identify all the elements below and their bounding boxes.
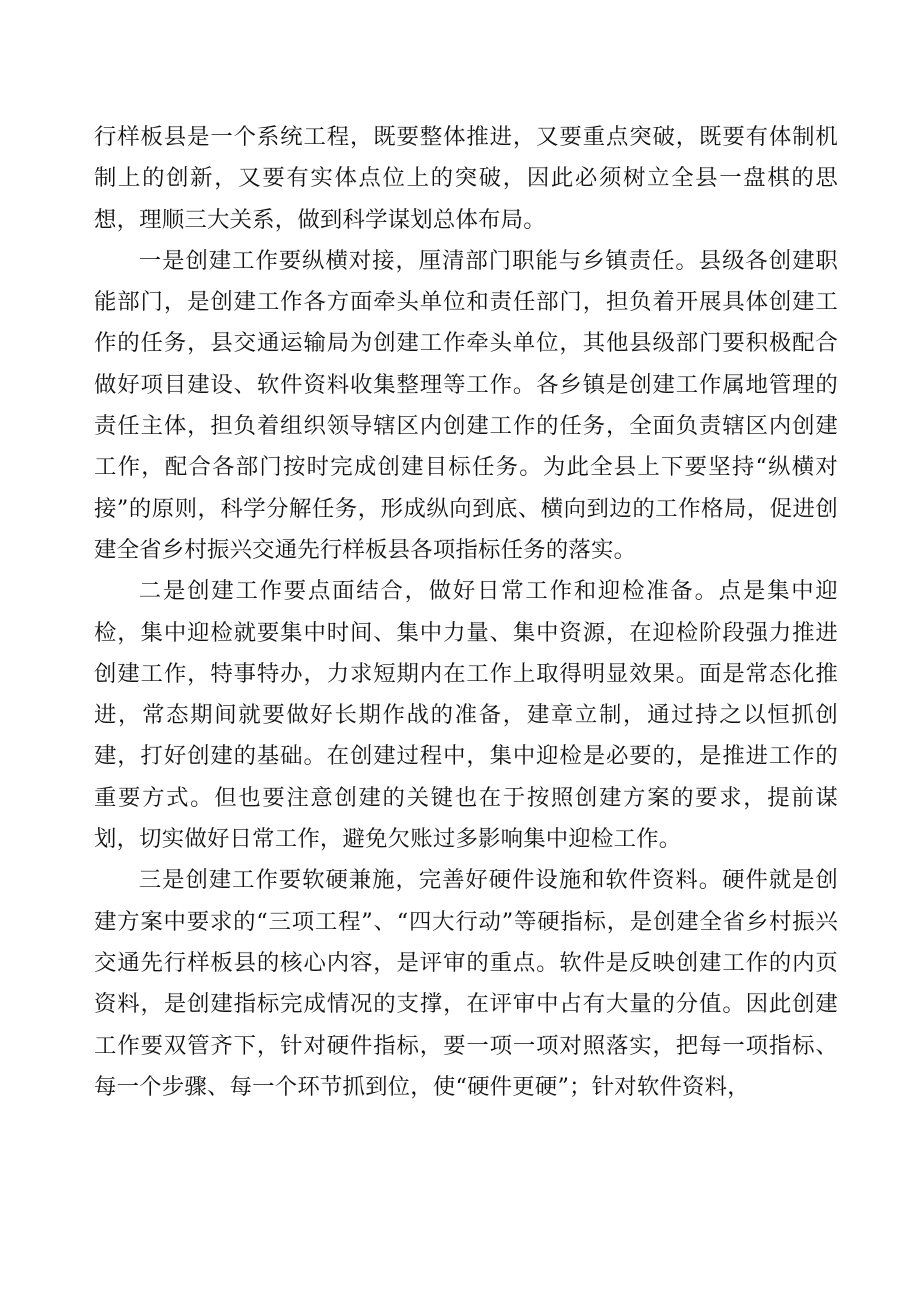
paragraph-point-three: 三是创建工作要软硬兼施，完善好硬件设施和软件资料。硬件就是创建方案中要求的“三项工程”、“四大行动”等硬指标，是创建全省乡村振兴交通先行样板县的核心内容，是评审的重点。软件是反映创建工作的内页资料，是创建指标完成情况的支撑，在评审中占有大量的分值。因此创建工作要双管齐下，针对硬件指标，要一项一项对照落实，把每一项指标、每一个步骤、每一个环节抓到位，使“硬件更硬”；针对软件资料， bbox=[94, 867, 838, 1100]
paragraph-point-two: 二是创建工作要点面结合，做好日常工作和迎检准备。点是集中迎检，集中迎检就要集中时间、集中力量、集中资源，在迎检阶段强力推进创建工作，特事特办，力求短期内在工作上取得明显效果。面是常态化推进，常态期间就要做好长期作战的准备，建章立制，通过持之以恒抓创建，打好创建的基础。在创建过程中，集中迎检是必要的，是推进工作的重要方式。但也要注意创建的关键也在于按照创建方案的要求，提前谋划，切实做好日常工作，避免欠账过多影响集中迎检工作。 bbox=[94, 578, 838, 853]
paragraph-intro-continuation: 行样板县是一个系统工程，既要整体推进，又要重点突破，既要有体制机制上的创新，又要有实体点位上的突破，因此必须树立全县一盘棋的思想，理顺三大关系，做到科学谋划总体布局。 bbox=[94, 124, 838, 233]
document-body bbox=[94, 117, 838, 1108]
paragraph-point-one: 一是创建工作要纵横对接，厘清部门职能与乡镇责任。县级各创建职能部门，是创建工作各方面牵头单位和责任部门，担负着开展具体创建工作的任务，县交通运输局为创建工作牵头单位，其他县级部门要积极配合做好项目建设、软件资料收集整理等工作。各乡镇是创建工作属地管理的责任主体，担负着组织领导辖区内创建工作的任务，全面负责辖区内创建工作，配合各部门按时完成创建目标任务。为此全县上下要坚持“纵横对接”的原则，科学分解任务，形成纵向到底、横向到边的工作格局，促进创建全省乡村振兴交通先行样板县各项指标任务的落实。 bbox=[94, 247, 838, 563]
